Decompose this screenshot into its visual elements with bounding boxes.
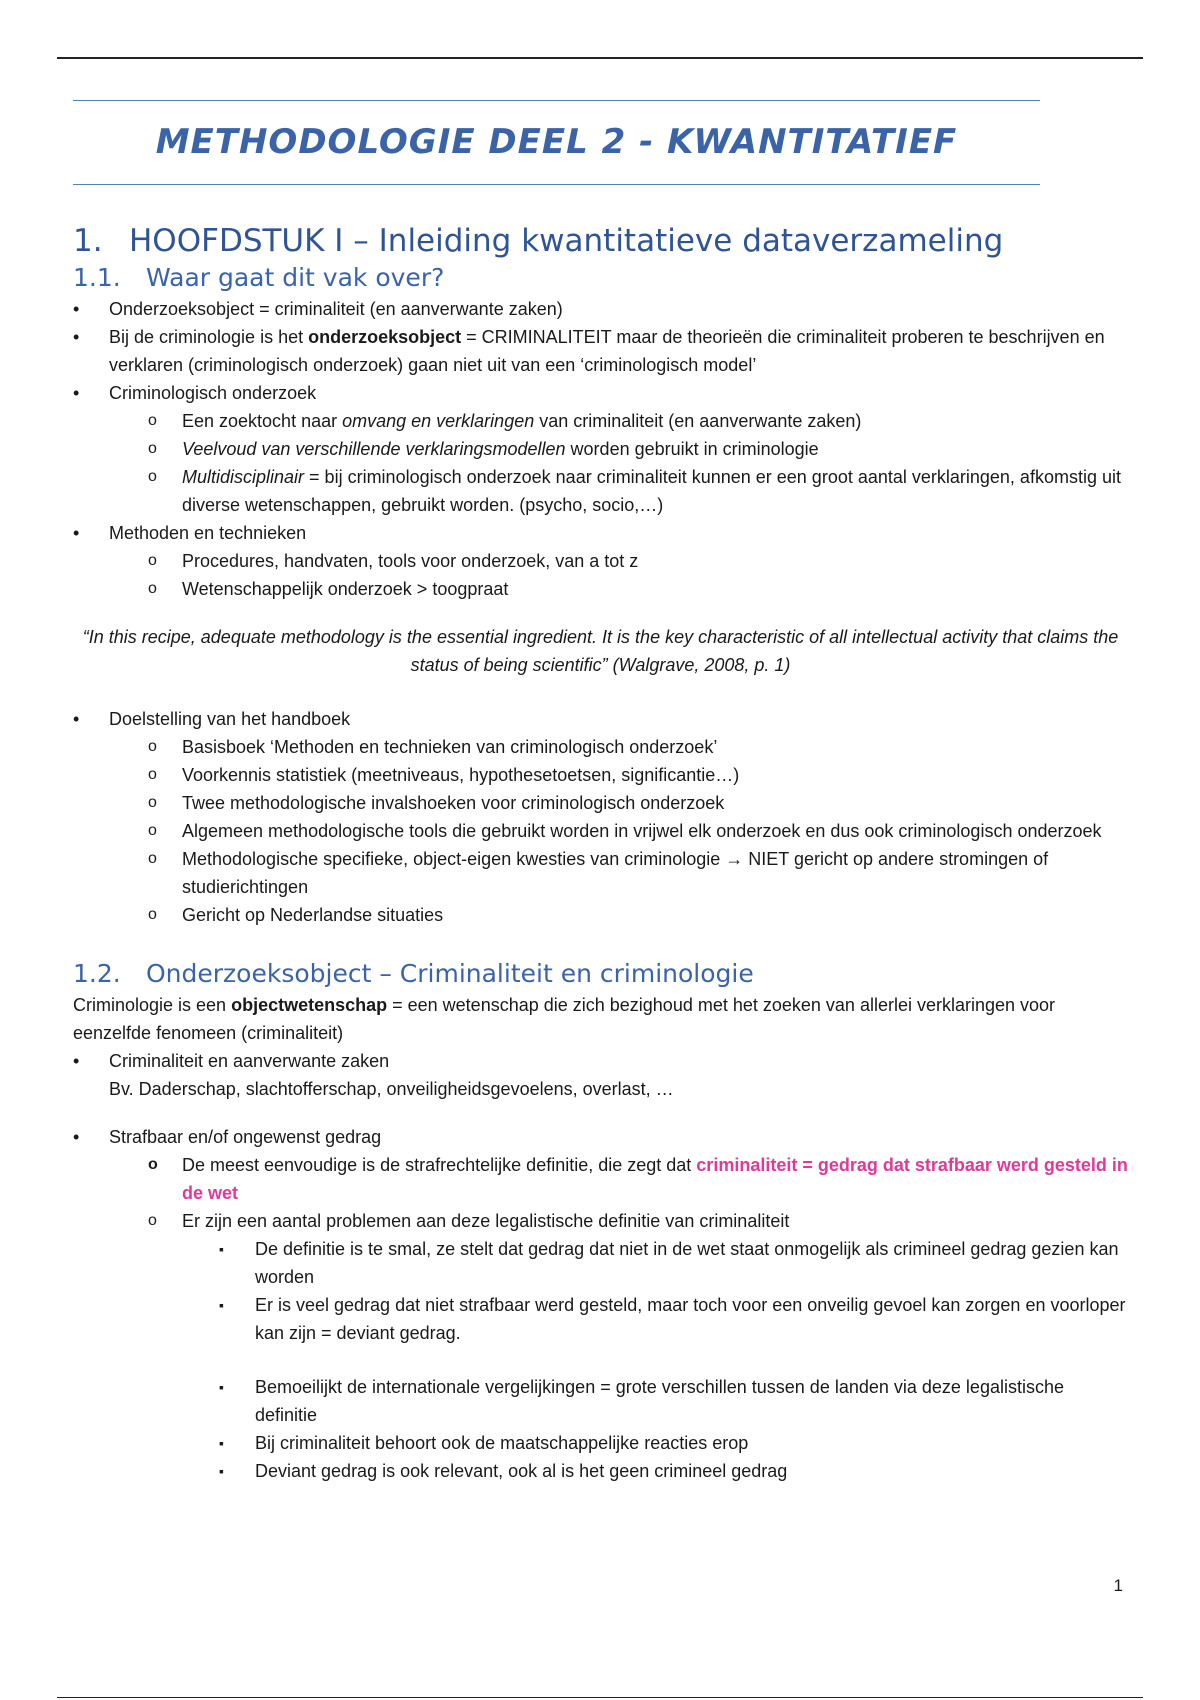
sub-sub-list-item: ▪ Bemoeilijkt de internationale vergelijkingen = grote verschillen tussen de landen via deze legalistische definitie	[73, 1373, 1128, 1429]
bullet-list	[73, 1047, 1128, 1103]
sub-sub-list	[182, 1373, 1128, 1485]
paragraph-text: = een wetenschap die zich bezighoud met het zoeken van allerlei verklaringen voor eenzelfde fenomeen (criminaliteit)	[73, 995, 1056, 1043]
document-title: METHODOLOGIE DEEL 2 - KWANTITATIEF	[155, 122, 958, 162]
list-item-text: Criminaliteit en aanverwante zaken	[109, 1051, 390, 1071]
example-text: Bv. Daderschap, slachtofferschap, onveiligheidsgevoelens, overlast, …	[109, 1079, 674, 1099]
list-item-text: Onderzoeksobject = criminaliteit (en aanverwante zaken)	[109, 299, 563, 319]
chapter-title: HOOFDSTUK I – Inleiding kwantitatieve dataverzameling	[129, 223, 1004, 259]
list-item-text: Er zijn een aantal problemen aan deze legalistische definitie van criminaliteit	[182, 1211, 790, 1231]
sub-list-item: o Twee methodologische invalshoeken voor criminologisch onderzoek	[73, 789, 1128, 817]
section-heading-1-1	[73, 261, 1128, 295]
sub-list-item	[73, 463, 1128, 519]
italic-term: Multidisciplinair	[182, 467, 305, 487]
list-item	[73, 1123, 1128, 1485]
section-title: Waar gaat dit vak over?	[146, 263, 445, 292]
italic-term: Veelvoud van verschillende verklaringsmodellen	[182, 439, 566, 459]
sub-sub-list-item: ▪ Deviant gedrag is ook relevant, ook al is het geen crimineel gedrag	[73, 1457, 1128, 1485]
highlighted-definition: criminaliteit = gedrag dat strafbaar werd gesteld in de wet	[182, 1155, 1128, 1203]
bullet-list	[73, 1123, 1128, 1485]
section-intro	[73, 991, 1128, 1047]
list-item	[73, 323, 1128, 379]
section-title: Onderzoeksobject – Criminaliteit en criminologie	[146, 959, 754, 988]
sub-list-item	[73, 1207, 1128, 1485]
list-item-text: Een zoektocht naar	[182, 411, 343, 431]
bold-term: objectwetenschap	[231, 995, 388, 1015]
sub-sub-list-item: ▪ Bij criminaliteit behoort ook de maatschappelijke reacties erop	[73, 1429, 1128, 1457]
list-item-text: = bij criminologisch onderzoek naar criminaliteit kunnen er een groot aantal verklaringen, afkomstig uit diverse wetenschappen, gebruikt worden. (psycho, socio,…)	[182, 467, 1121, 515]
list-item	[73, 379, 1128, 519]
sub-list	[109, 407, 1128, 519]
sub-list-item	[73, 407, 1128, 435]
list-item	[73, 1047, 1128, 1103]
sub-list-item: o Algemeen methodologische tools die gebruikt worden in vrijwel elk onderzoek en dus ook criminologisch onderzoek	[73, 817, 1128, 845]
sub-list	[109, 547, 1128, 603]
list-item	[73, 705, 1128, 929]
bold-term: onderzoeksobject	[308, 327, 462, 347]
page-bottom-rule	[57, 1697, 1143, 1698]
section-number: 1.1.	[73, 263, 121, 292]
italic-term: omvang en verklaringen	[342, 411, 535, 431]
sub-list	[109, 733, 1128, 929]
chapter-heading	[73, 221, 1128, 261]
sub-list-item: o Procedures, handvaten, tools voor onderzoek, van a tot z	[73, 547, 1128, 575]
spacer	[73, 1103, 1128, 1123]
document-body	[73, 100, 1128, 1485]
list-item-text: worden gebruikt in criminologie	[565, 439, 819, 459]
list-item-text: = CRIMINALITEIT maar de theorieën die criminaliteit proberen te beschrijven en verklaren (criminologisch onderzoek) gaan niet uit van een ‘criminologisch model’	[109, 327, 1105, 375]
list-item-text: Bij de criminologie is het	[109, 327, 309, 347]
quote: “In this recipe, adequate methodology is the essential ingredient. It is the key characteristic of all intellectual activity that claims the status of being scientific” (Walgrave, 2008, p. 1)	[82, 627, 1119, 675]
sub-list-item	[73, 1151, 1128, 1207]
list-item-text: Strafbaar en/of ongewenst gedrag	[109, 1127, 382, 1147]
sub-sub-list-item: ▪ De definitie is te smal, ze stelt dat gedrag dat niet in de wet staat onmogelijk als crimineel gedrag gezien kan worden	[73, 1235, 1128, 1291]
chapter-number: 1.	[73, 223, 103, 259]
sub-list-item: o Gericht op Nederlandse situaties	[73, 901, 1128, 929]
sub-list-item: o Methodologische specifieke, object-eigen kwesties van criminologie → NIET gericht op andere stromingen of studierichtingen	[73, 845, 1128, 901]
sub-list-item: o Basisboek ‘Methoden en technieken van criminologisch onderzoek’	[73, 733, 1128, 761]
page-top-rule	[57, 57, 1143, 59]
section-number: 1.2.	[73, 959, 121, 988]
sub-list-item: o Wetenschappelijk onderzoek > toogpraat	[73, 575, 1128, 603]
page-number: 1	[1113, 1576, 1123, 1595]
list-item-text: De meest eenvoudige is de strafrechtelijke definitie, die zegt dat	[182, 1155, 697, 1175]
sub-list-item	[73, 435, 1128, 463]
list-item-text: Doelstelling van het handboek	[109, 709, 351, 729]
title-box	[73, 100, 1040, 185]
list-item	[73, 519, 1128, 603]
section-heading-1-2	[73, 957, 1128, 991]
list-item-text: van criminaliteit (en aanverwante zaken)	[534, 411, 862, 431]
paragraph-text: Criminologie is een	[73, 995, 232, 1015]
bullet-list	[73, 295, 1128, 603]
spacer	[182, 1347, 1128, 1373]
sub-list	[109, 1151, 1128, 1485]
sub-list-item: o Voorkennis statistiek (meetniveaus, hypothesetoetsen, significantie…)	[73, 761, 1128, 789]
list-item-text: Methoden en technieken	[109, 523, 307, 543]
sub-sub-list-item: ▪ Er is veel gedrag dat niet strafbaar werd gesteld, maar toch voor een onveilig gevoel kan zorgen en voorloper kan zijn = deviant gedrag.	[73, 1291, 1128, 1347]
bullet-list	[73, 705, 1128, 929]
list-item-text: Criminologisch onderzoek	[109, 383, 317, 403]
list-item	[73, 295, 1128, 323]
sub-sub-list	[182, 1235, 1128, 1347]
